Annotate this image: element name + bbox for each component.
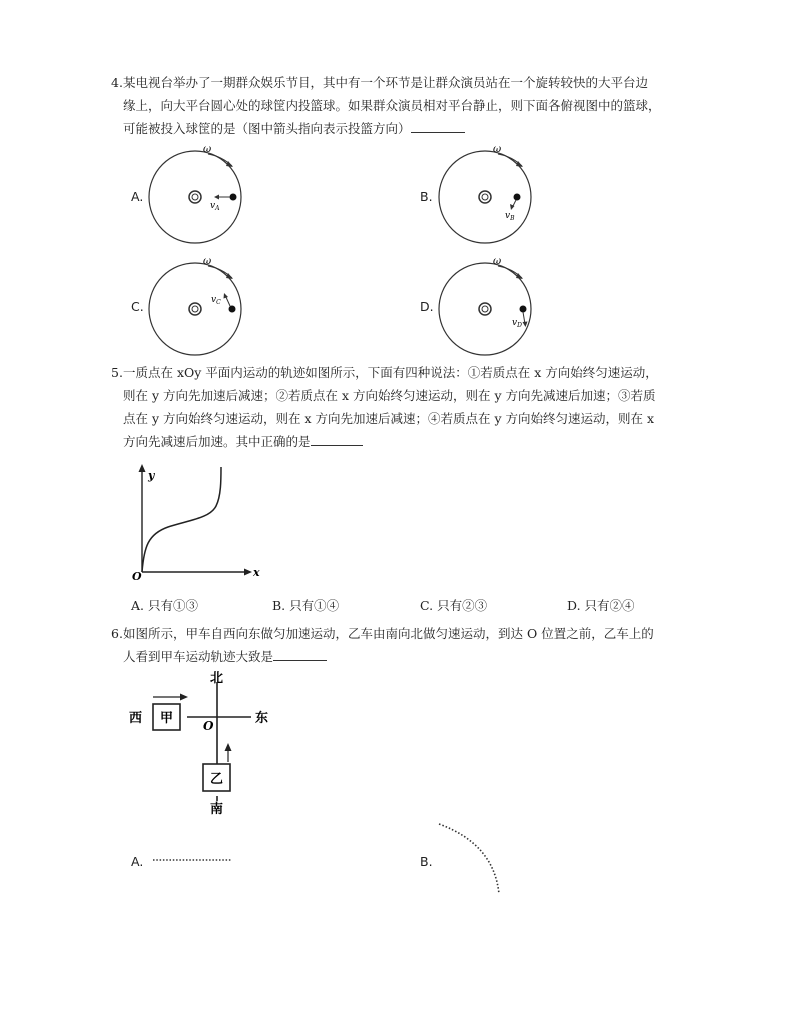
q5-line-4: 方向先减速后加速。其中正确的是 — [111, 430, 711, 453]
y-axis-label: y — [148, 469, 155, 482]
car-b-label: 乙 — [210, 772, 224, 787]
q5-answer-blank[interactable] — [311, 431, 363, 446]
q4-figure-d — [440, 254, 540, 364]
svg-text:ω: ω — [493, 256, 502, 267]
svg-text:vC: $v_C$ — [211, 295, 221, 306]
question-5 — [111, 361, 711, 453]
q6-vehicle-diagram — [125, 668, 285, 818]
q5-line-3: 点在 y 方向始终匀速运动，则在 x 方向先加速后减速；④若质点在 y 方向始终匀速运动，则在 x — [123, 411, 655, 426]
q4-line-3: 可能被投入球筐的是（图中箭头指向表示投篮方向） — [111, 117, 711, 140]
q6-line-1: 6.如图所示，甲车自西向东做匀加速运动，乙车由南向北做匀速运动，到达 O 位置之前，乙车上的 — [111, 626, 654, 641]
q6-line-2: 人看到甲车运动轨迹大致是 — [111, 645, 711, 668]
question-6 — [111, 622, 711, 668]
question-4 — [111, 71, 711, 140]
q5-line-1: 5.一质点在 xOy 平面内运动的轨迹如图所示，下面有四种说法：①若质点在 x 方向始终匀速运动， — [111, 365, 658, 380]
q5-option-b[interactable]: B. 只有①④ — [272, 598, 340, 613]
svg-text:ω: ω — [203, 256, 212, 267]
q6-option-b-trajectory — [432, 818, 512, 903]
q4-option-a-label: A. — [131, 189, 144, 204]
q6-option-b-label[interactable]: B. — [420, 854, 433, 869]
q4-option-b-label: B. — [420, 189, 433, 204]
q5-trajectory-graph — [128, 462, 268, 587]
q6-answer-blank[interactable] — [273, 646, 327, 661]
svg-text:ω: ω — [493, 144, 502, 155]
q4-option-c-label: C. — [131, 299, 144, 314]
north-label: 北 — [210, 671, 224, 686]
q5-line-2: 则在 y 方向先加速后减速；②若质点在 x 方向始终匀速运动，则在 y 方向先减速后加速；③若质 — [123, 388, 656, 403]
omega-label: ω — [203, 144, 212, 155]
q4-answer-blank[interactable] — [411, 118, 465, 133]
svg-text:vA: $v_A$ — [210, 201, 220, 212]
q4-figure-b — [440, 142, 540, 252]
west-label: 西 — [129, 711, 143, 726]
q4-line-1: 4.某电视台举办了一期群众娱乐节目，其中有一个环节是让群众演员站在一个旋转较快的大平台边 — [111, 75, 649, 90]
q4-figure-a — [150, 142, 250, 252]
car-a-label: 甲 — [160, 711, 174, 726]
q4-figure-c — [150, 254, 250, 364]
x-axis-label: x — [253, 566, 260, 579]
svg-text:vB: $v_B$ — [505, 211, 515, 222]
q6-option-a-label[interactable]: A. — [131, 854, 144, 869]
origin-label: O — [132, 570, 142, 583]
east-label: 东 — [255, 711, 269, 726]
south-label: 南 — [210, 802, 224, 817]
svg-text:vD: $v_D$ — [512, 318, 522, 329]
q5-option-a[interactable]: A. 只有①③ — [131, 598, 198, 613]
q4-option-d-label: D. — [420, 299, 434, 314]
origin-o-label: O — [203, 719, 214, 733]
q5-option-c[interactable]: C. 只有②③ — [420, 598, 488, 613]
q4-line-2: 缘上，向大平台圆心处的球筐内投篮球。如果群众演员相对平台静止，则下面各俯视图中的篮球， — [123, 98, 661, 113]
q6-option-a-trajectory — [150, 850, 240, 870]
q5-option-d[interactable]: D. 只有②④ — [567, 598, 635, 613]
